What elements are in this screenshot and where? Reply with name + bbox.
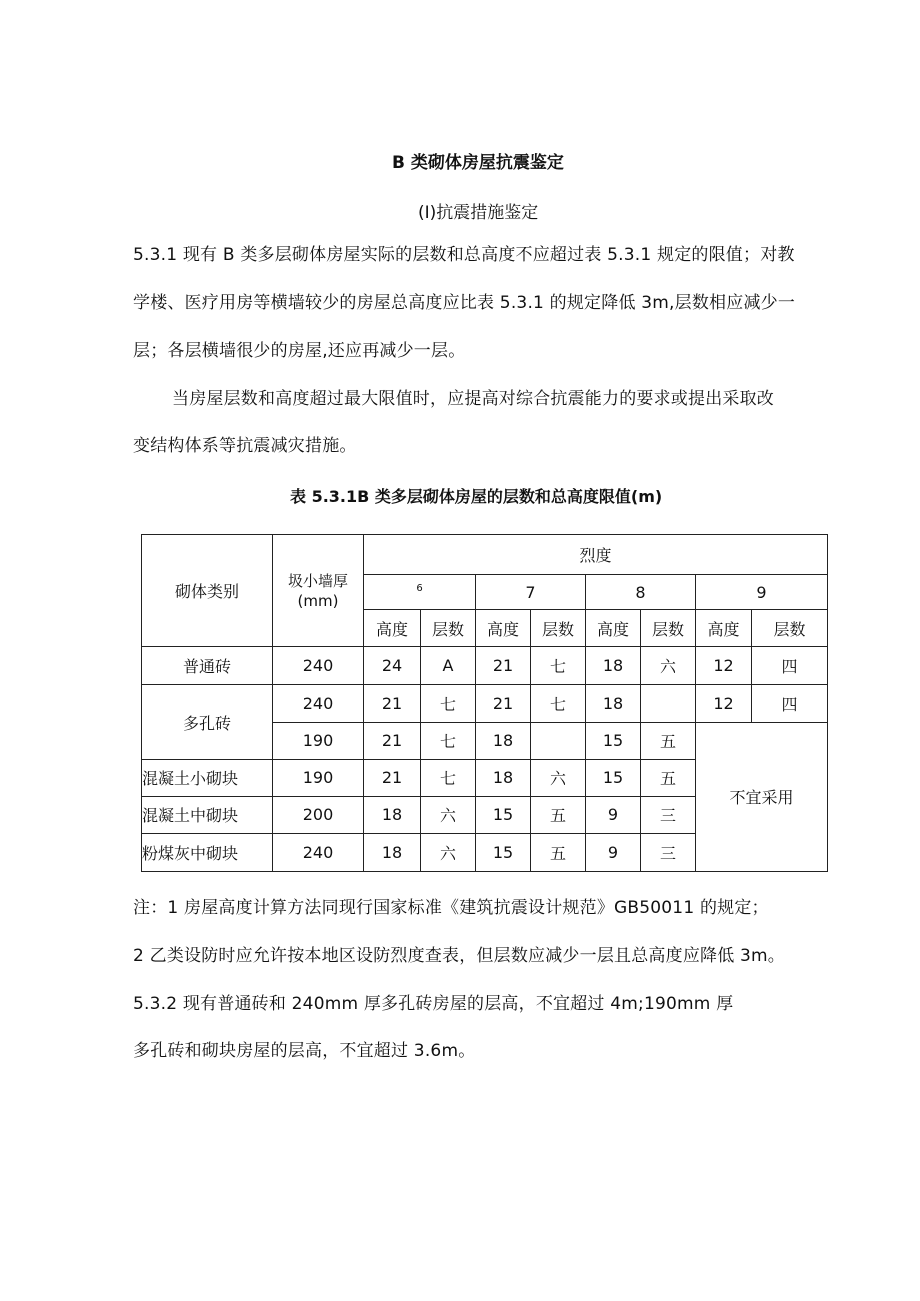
- cell-h9: 12: [696, 647, 752, 685]
- para-5-3-1-line1: 5.3.1 现有 B 类多层砌体房屋实际的层数和总高度不应超过表 5.3.1 规定的限值；对教: [133, 245, 795, 265]
- header-category: 砌体类别: [142, 535, 273, 647]
- cell-f8: 五: [641, 759, 696, 796]
- cell-f6: 七: [421, 759, 476, 796]
- cell-h6: 18: [364, 833, 421, 871]
- para-5-3-1-line2: 学楼、医疗用房等横墙较少的房屋总高度应比表 5.3.1 的规定降低 3m,层数相应减少一: [133, 293, 796, 313]
- cell-h6: 21: [364, 685, 421, 722]
- header-floors-9: 层数: [752, 610, 828, 647]
- cell-f6: 七: [421, 722, 476, 759]
- cell-wall: 240: [273, 647, 364, 685]
- cell-h8: 18: [586, 685, 641, 722]
- cell-f8: [641, 685, 696, 722]
- degree-6-label: 6: [416, 582, 423, 594]
- cell-h6: 21: [364, 759, 421, 796]
- height-limit-table: [141, 534, 828, 872]
- cell-f9: 四: [752, 685, 828, 722]
- para-5-3-2-line1: 5.3.2 现有普通砖和 240mm 厚多孔砖房屋的层高，不宜超过 4m;190mm 厚: [133, 994, 734, 1014]
- para-5-3-2-line2: 多孔砖和砌块房屋的层高，不宜超过 3.6m。: [133, 1041, 476, 1061]
- cell-h7: 15: [476, 833, 531, 871]
- cell-f7: 五: [531, 833, 586, 871]
- cell-f8: 六: [641, 647, 696, 685]
- document-title: B 类砌体房屋抗震鉴定: [392, 153, 564, 173]
- cell-f7: 七: [531, 685, 586, 722]
- cell-h8: 9: [586, 796, 641, 833]
- cell-h8: 15: [586, 722, 641, 759]
- cell-h6: 24: [364, 647, 421, 685]
- note-1: 注：1 房屋高度计算方法同现行国家标准《建筑抗震设计规范》GB50011 的规定；: [133, 898, 769, 918]
- header-height-6: 高度: [364, 610, 421, 647]
- para-limit-line2: 变结构体系等抗震减灾措施。: [133, 436, 357, 456]
- cell-f8: 三: [641, 796, 696, 833]
- para-5-3-1-line3: 层；各层横墙很少的房屋,还应再减少一层。: [133, 341, 466, 361]
- header-degree-9: 9: [696, 575, 828, 610]
- cell-h7: 21: [476, 647, 531, 685]
- cell-f8: 五: [641, 722, 696, 759]
- cell-category: 粉煤灰中砌块: [142, 833, 273, 871]
- cell-h7: 18: [476, 722, 531, 759]
- cell-f9: 四: [752, 647, 828, 685]
- header-degree-8: 8: [586, 575, 696, 610]
- cell-f6: 六: [421, 833, 476, 871]
- header-height-7: 高度: [476, 610, 531, 647]
- cell-f7: 七: [531, 647, 586, 685]
- cell-h8: 9: [586, 833, 641, 871]
- cell-f7: 五: [531, 796, 586, 833]
- cell-category: 多孔砖: [142, 685, 273, 759]
- cell-h8: 15: [586, 759, 641, 796]
- header-min-wall: [273, 535, 364, 647]
- header-floors-7: 层数: [531, 610, 586, 647]
- header-degree-6: [364, 575, 476, 610]
- cell-f6: 六: [421, 796, 476, 833]
- cell-wall: 240: [273, 833, 364, 871]
- header-intensity: 烈度: [364, 535, 828, 575]
- cell-h6: 18: [364, 796, 421, 833]
- cell-h7: 15: [476, 796, 531, 833]
- table-caption: 表 5.3.1B 类多层砌体房屋的层数和总高度限值(m): [290, 487, 663, 506]
- cell-h9: 12: [696, 685, 752, 722]
- header-height-8: 高度: [586, 610, 641, 647]
- cell-h6: 21: [364, 722, 421, 759]
- cell-f7: 六: [531, 759, 586, 796]
- cell-wall: 190: [273, 722, 364, 759]
- cell-category: 混凝土中砌块: [142, 796, 273, 833]
- cell-category: 普通砖: [142, 647, 273, 685]
- para-limit-line1: 当房屋层数和高度超过最大限值时，应提高对综合抗震能力的要求或提出采取改: [172, 389, 774, 409]
- cell-wall: 200: [273, 796, 364, 833]
- cell-h7: 18: [476, 759, 531, 796]
- table-row: [142, 685, 828, 722]
- cell-h7: 21: [476, 685, 531, 722]
- header-floors-6: 层数: [421, 610, 476, 647]
- cell-wall: 240: [273, 685, 364, 722]
- header-min-wall-label: 圾小墙厚 (mm): [287, 571, 348, 610]
- cell-f6: A: [421, 647, 476, 685]
- cell-wall: 190: [273, 759, 364, 796]
- cell-h8: 18: [586, 647, 641, 685]
- note-2: 2 乙类设防时应允许按本地区设防烈度查表，但层数应减少一层且总高度应降低 3m。: [133, 946, 785, 966]
- table-row: [142, 647, 828, 685]
- section-subtitle: (I)抗震措施鉴定: [418, 203, 539, 223]
- header-floors-8: 层数: [641, 610, 696, 647]
- cell-f6: 七: [421, 685, 476, 722]
- header-degree-7: 7: [476, 575, 586, 610]
- cell-not-suitable: 不宜采用: [696, 722, 828, 871]
- cell-f7: [531, 722, 586, 759]
- header-height-9: 高度: [696, 610, 752, 647]
- cell-f8: 三: [641, 833, 696, 871]
- cell-category: 混凝土小砌块: [142, 759, 273, 796]
